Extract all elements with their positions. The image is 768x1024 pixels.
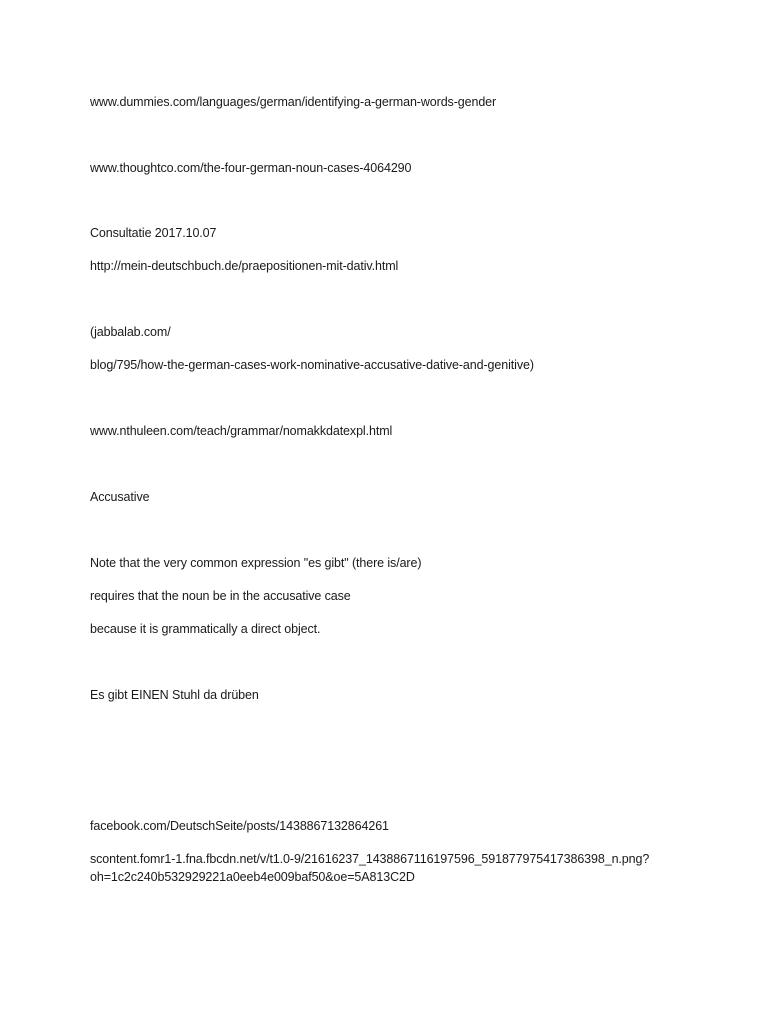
link-facebook-url[interactable]: facebook.com/DeutschSeite/posts/1438867132864261 — [90, 819, 389, 833]
link-mein-deutschbuch-url[interactable]: http://mein-deutschbuch.de/praepositionen-mit-dativ.html — [90, 259, 399, 273]
note-line-1: Note that the very common expression "es gibt" (there is/are) — [90, 556, 422, 570]
note-line-2: requires that the noun be in the accusative case — [90, 589, 351, 603]
example-sentence: Es gibt EINEN Stuhl da drüben — [90, 688, 259, 702]
link-dummies-url[interactable]: www.dummies.com/languages/german/identifying-a-german-words-gender — [90, 95, 497, 109]
note-line-3: because it is grammatically a direct object. — [90, 622, 321, 636]
jabbalab-url-part-2[interactable]: blog/795/how-the-german-cases-work-nominative-accusative-dative-and-genitive) — [90, 358, 534, 372]
section-heading-accusative: Accusative — [90, 490, 150, 504]
consultation-date: Consultatie 2017.10.07 — [90, 226, 217, 240]
link-thoughtco-url[interactable]: www.thoughtco.com/the-four-german-noun-cases-4064290 — [90, 161, 412, 175]
link-fbcdn-url-part-2[interactable]: oh=1c2c240b532929221a0eeb4e009baf50&oe=5A813C2D — [90, 870, 415, 884]
link-nthuleen-url[interactable]: www.nthuleen.com/teach/grammar/nomakkdatexpl.html — [90, 424, 393, 438]
jabbalab-url-part-1[interactable]: (jabbalab.com/ — [90, 325, 171, 339]
link-fbcdn-url-part-1[interactable]: scontent.fomr1-1.fna.fbcdn.net/v/t1.0-9/21616237_1438867116197596_591877975417386398_n.png? — [90, 852, 650, 866]
